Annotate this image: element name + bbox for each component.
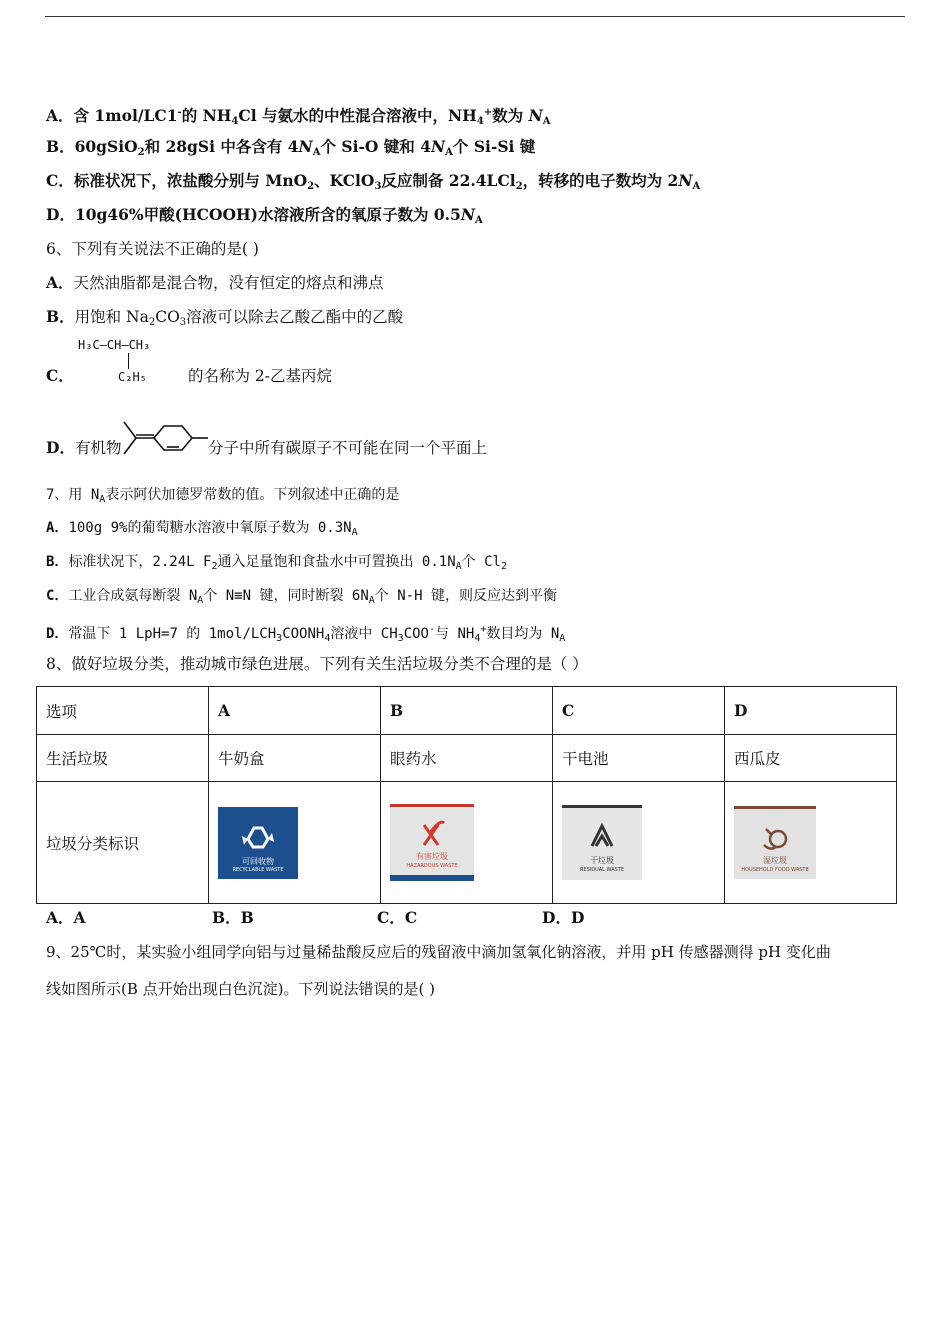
table-header-cell: D [725,687,897,735]
q5-option-b: B．60gSiO$_2$和 28gSi 中各含有 $4N_A$个 Si-O 键和 $4N_A$个 Si-Si 键 [46,137,536,158]
table-cell: 牛奶盒 [209,735,381,782]
sign-label-en: HOUSEHOLD FOOD WASTE [741,867,809,873]
sign-label-en: HAZARDOUS WASTE [406,863,458,869]
recyclable-waste-sign [218,807,298,879]
sign-label: 湿垃圾 [763,856,787,865]
table-row [37,687,897,735]
table-header-cell: C [553,687,725,735]
q8-option-a: A．A [46,908,86,927]
table-header-cell: B [381,687,553,735]
top-rule [45,16,905,17]
q9-stem-line1: 9、25℃时，某实验小组同学向铝与过量稀盐酸反应后的残留液中滴加氢氧化钠溶液，并用 pH 传感器测得 pH 变化曲 [46,943,831,961]
food-waste-sign [734,806,816,879]
q8-option-c: C．C [377,908,418,927]
q6-d-molecule-icon [120,418,210,458]
table-header-cell: 选项 [37,687,209,735]
q7-option-b: B．标准状况下，2.24L $F_2$通入足量饱和食盐水中可置换出 $0.1N_A$个 $Cl_2$ [46,554,507,572]
table-row [37,735,897,782]
q7-stem: 7、用 $N_A$表示阿伏加德罗常数的值。下列叙述中正确的是 [46,487,400,505]
q6-option-a: A．天然油脂都是混合物，没有恒定的熔点和沸点 [46,273,384,292]
table-row [37,782,897,904]
q6-stem: 6、下列有关说法不正确的是( ) [46,240,259,258]
q9-stem-line2: 线如图所示(B 点开始出现白色沉淀)。下列说法错误的是( ) [46,980,435,998]
q6-option-c-text: 的名称为 2-乙基丙烷 [188,367,333,385]
q7-option-d: D．常温下 1 LpH=7 的 $1mol/LCH_3COONH_4$溶液中 $CH_3COO^-$与 $NH_4^+$数目均为 $N_A$ [46,624,566,644]
q6-option-b: B．用饱和 $Na_2CO_3$溶液可以除去乙酸乙酯中的乙酸 [46,307,404,328]
sign-label: 干垃圾 [590,856,614,865]
sign-label: 可回收物 [242,856,274,866]
table-cell [725,782,897,904]
q6-option-c: C． [46,366,74,385]
table-cell: 眼药水 [381,735,553,782]
q8-table [36,686,897,904]
q6-c-structure: H₃C—CH—CH₃ C₂H₅ [78,338,151,384]
table-cell [553,782,725,904]
table-cell [381,782,553,904]
sign-label-en: RESIDUAL WASTE [579,867,625,873]
sign-label-en: RECYCLABLE WASTE [232,866,284,873]
q6-option-d-text: 分子中所有碳原子不可能在同一个平面上 [208,439,488,457]
q7-option-c: C．工业合成氨每断裂 $N_A$个 N≡N 键，同时断裂 $6N_A$个 N-H 键，则反应达到平衡 [46,588,557,606]
table-cell: 垃圾分类标识 [37,782,209,904]
sign-label: 有害垃圾 [416,852,448,861]
q8-option-b: B．B [212,908,254,927]
q5-option-a: A．含 1mol/LC1-的 $NH_4Cl$ 与氨水的中性混合溶液中，$NH_4^+$数为 $N_A$ [46,106,551,127]
hazardous-waste-sign [390,804,474,881]
table-header-cell: A [209,687,381,735]
q8-option-d: D．D [542,908,585,927]
residual-waste-sign [562,805,642,880]
q5-option-d: D．10g46%甲酸(HCOOH)水溶液所含的氧原子数为 $0.5N_A$ [46,205,483,226]
table-cell: 干电池 [553,735,725,782]
q8-stem: 8、做好垃圾分类，推动城市绿色进展。下列有关生活垃圾分类不合理的是（ ） [46,655,588,673]
table-cell: 西瓜皮 [725,735,897,782]
q6-option-d: D．有机物 [46,438,122,457]
table-cell: 生活垃圾 [37,735,209,782]
q5-option-c: C．标准状况下，浓盐酸分别与 MnO$_2$、KClO$_3$反应制备 22.4LCl$_2$，转移的电子数均为 $2N_A$ [46,171,701,192]
q7-option-a: A．100g 9%的葡萄糖水溶液中氧原子数为 $0.3N_A$ [46,520,358,538]
table-cell [209,782,381,904]
